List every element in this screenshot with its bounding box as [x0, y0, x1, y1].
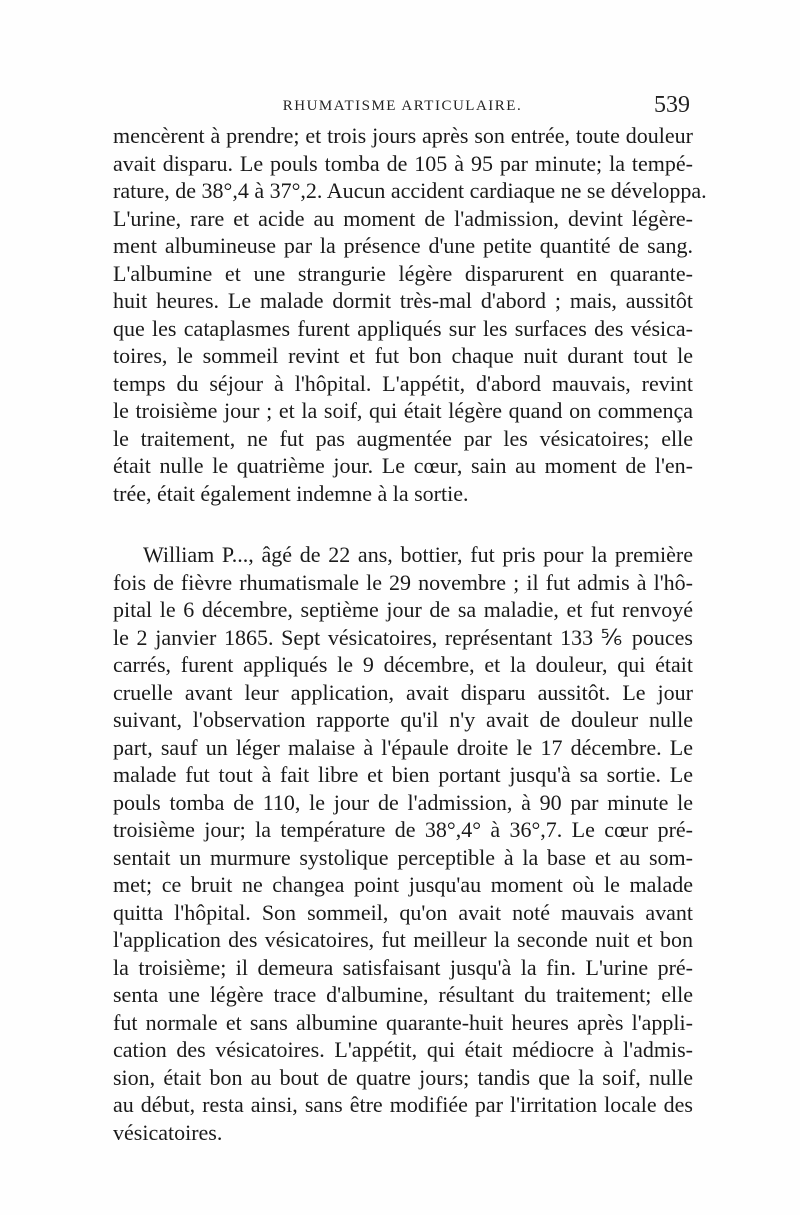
- text-line: troisième jour; la température de 38°,4° à 36°,7. Le cœur pré-: [113, 817, 693, 842]
- text-line: ment albumineuse par la présence d'une petite quantité de sang.: [113, 233, 693, 258]
- text-line: L'albumine et une strangurie légère disparurent en quarante-: [113, 260, 693, 286]
- text-line: sion, était bon au bout de quatre jours; tandis que la soif, nulle: [113, 1064, 693, 1090]
- text-line: fut normale et sans albumine quarante-huit heures après l'appli-: [113, 1009, 693, 1035]
- running-header: [115, 92, 690, 122]
- text-line: cruelle avant leur application, avait disparu aussitôt. Le jour: [113, 679, 693, 705]
- text-line: l'application des vésicatoires, fut meilleur la seconde nuit et bon: [113, 927, 693, 952]
- text-line: fois de fièvre rhumatismale le 29 novembre ; il fut admis à l'hô-: [113, 569, 693, 595]
- text-line: rature, de 38°,4 à 37°,2. Aucun accident cardiaque ne se développa.: [113, 178, 707, 203]
- text-line: senta une légère trace d'albumine, résultant du traitement; elle: [113, 982, 693, 1007]
- text-line: carrés, furent appliqués le 9 décembre, et la douleur, qui était: [113, 652, 693, 677]
- text-line: le traitement, ne fut pas augmentée par les vésicatoires; elle: [113, 425, 693, 451]
- text-line: trée, était également indemne à la sortie.: [113, 480, 469, 506]
- text-line: William P..., âgé de 22 ans, bottier, fut pris pour la première: [143, 542, 693, 567]
- text-line: huit heures. Le malade dormit très-mal d'abord ; mais, aussitôt: [113, 288, 693, 313]
- text-line: cation des vésicatoires. L'appétit, qui était médiocre à l'admis-: [113, 1037, 693, 1062]
- paragraph-spacer: [113, 507, 693, 541]
- text-line: met; ce bruit ne changea point jusqu'au moment où le malade: [113, 872, 693, 897]
- text-line: mencèrent à prendre; et trois jours après son entrée, toute douleur: [113, 123, 693, 148]
- paragraph-1: [113, 122, 707, 507]
- text-line: suivant, l'observation rapporte qu'il n'y avait de douleur nulle: [113, 707, 693, 732]
- page-number: 539: [654, 92, 690, 118]
- text-line: L'urine, rare et acide au moment de l'admission, devint légère-: [113, 205, 693, 231]
- text-line: vésicatoires.: [113, 1119, 223, 1145]
- text-line: la troisième; il demeura satisfaisant jusqu'à la fin. L'urine pré-: [113, 954, 693, 980]
- text-line: pital le 6 décembre, septième jour de sa maladie, et fut renvoyé: [113, 597, 693, 622]
- text-line: toires, le sommeil revint et fut bon chaque nuit durant tout le: [113, 343, 693, 368]
- text-line: malade fut tout à fait libre et bien portant jusqu'à sa sortie. Le: [113, 762, 693, 787]
- body-text: [113, 122, 707, 1146]
- text-line: temps du séjour à l'hôpital. L'appétit, d'abord mauvais, revint: [113, 370, 693, 396]
- text-line: sentait un murmure systolique perceptible à la base et au som-: [113, 844, 693, 870]
- text-line: le troisième jour ; et la soif, qui était légère quand on commença: [113, 398, 693, 423]
- text-line: était nulle le quatrième jour. Le cœur, sain au moment de l'en-: [113, 453, 693, 478]
- text-line: part, sauf un léger malaise à l'épaule droite le 17 décembre. Le: [113, 734, 693, 760]
- text-line: au début, resta ainsi, sans être modifiée par l'irritation locale des: [113, 1092, 693, 1117]
- text-line: que les cataplasmes furent appliqués sur les surfaces des vésica-: [113, 315, 693, 341]
- paragraph-2: [113, 541, 693, 1146]
- text-line: avait disparu. Le pouls tomba de 105 à 95 par minute; la tempé-: [113, 150, 693, 176]
- text-line: le 2 janvier 1865. Sept vésicatoires, représentant 133 ⅚ pouces: [113, 624, 693, 650]
- running-title: RHUMATISME ARTICULAIRE.: [282, 98, 523, 114]
- text-line: pouls tomba de 110, le jour de l'admission, à 90 par minute le: [113, 789, 693, 815]
- text-line: quitta l'hôpital. Son sommeil, qu'on avait noté mauvais avant: [113, 899, 693, 925]
